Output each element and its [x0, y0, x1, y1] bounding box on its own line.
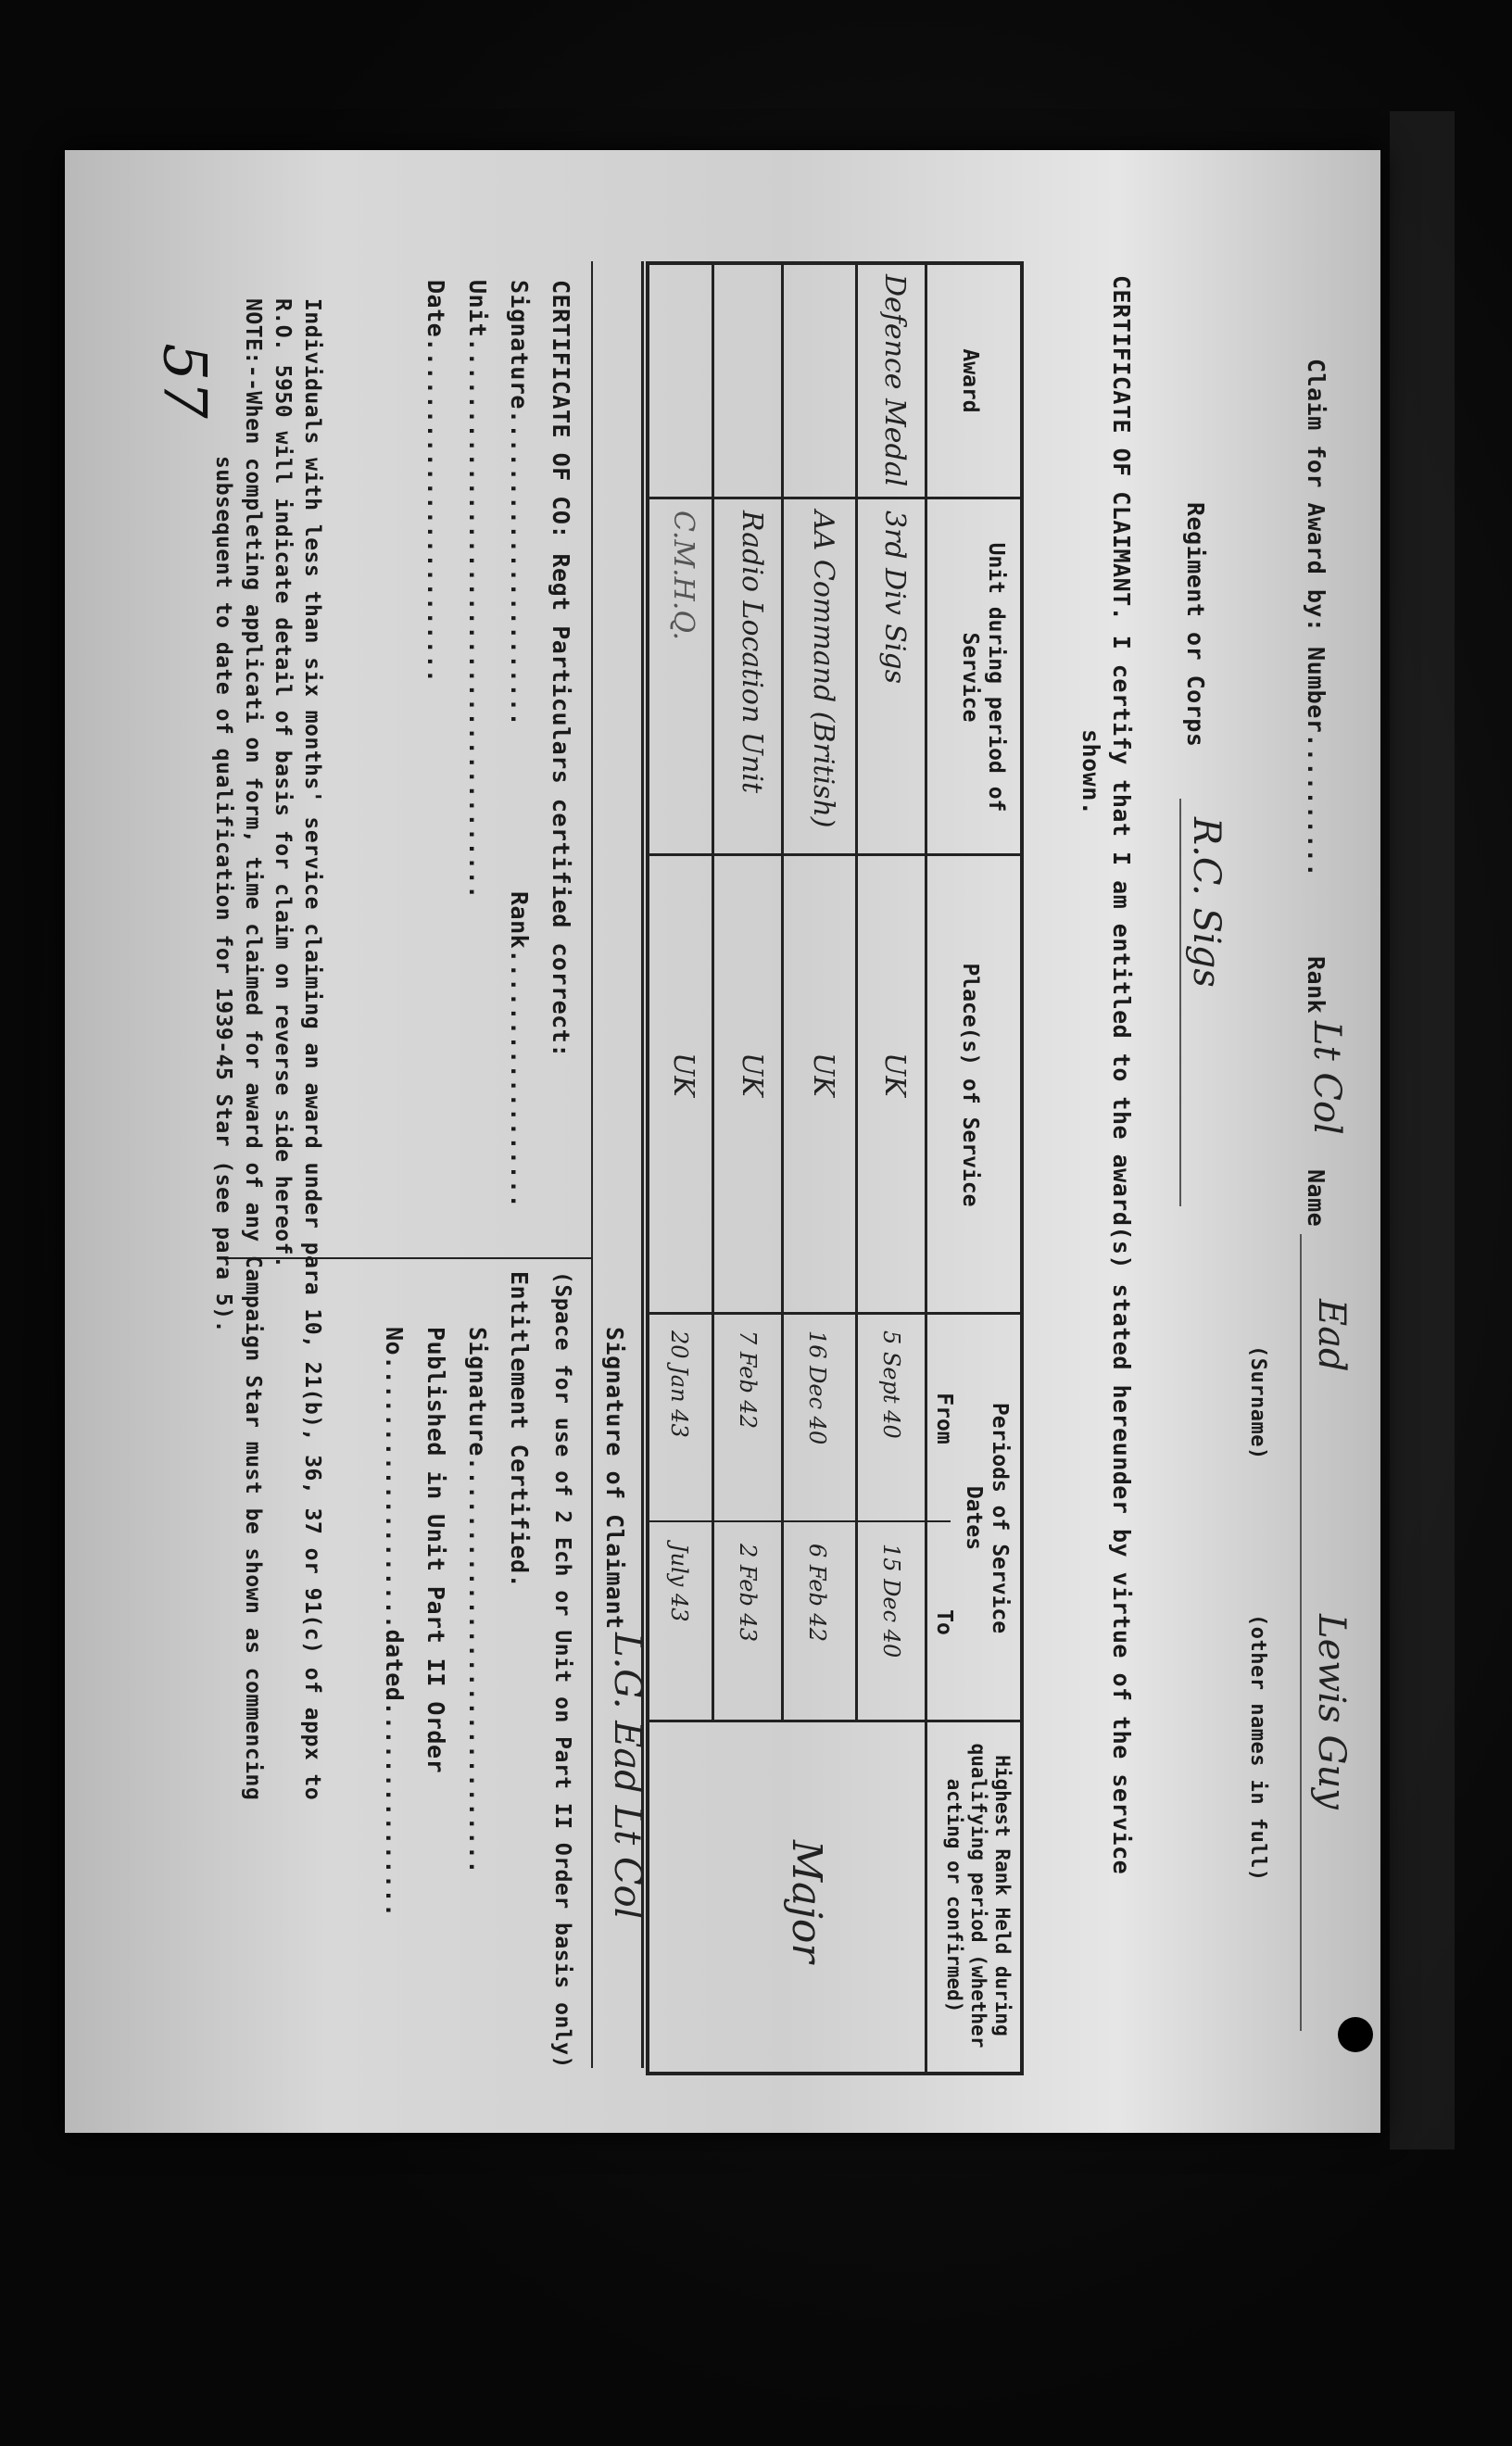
co-certificate-title: CERTIFICATE OF CO: Regt Particulars certified correct: — [548, 280, 574, 1058]
co-unit-label: Unit....................................... — [464, 280, 491, 900]
regiment-dotted-line — [1179, 799, 1181, 1206]
header-places: Place(s) of Service — [958, 963, 982, 1207]
other-names-caption: (other names in full) — [1246, 1614, 1269, 1882]
office-signature: Signature............................. — [464, 1327, 491, 1874]
section-divider — [591, 261, 593, 2068]
row4-to: July 43 — [666, 1544, 692, 1622]
punch-hole — [1338, 2017, 1373, 2052]
co-date-label: Date........................ — [422, 280, 449, 684]
note-line-3: NOTE:--When completing applicati on form, time claimed for award of any Campaign Star must be shown as commencing — [241, 298, 265, 1801]
row1-place: UK — [878, 1053, 911, 1097]
regiment-value: R.C. Sigs — [1185, 817, 1228, 988]
office-space-note: (Space for use of 2 Ech or Unit on Part II Order basis only) — [550, 1271, 574, 2069]
claim-label: Claim for Award by: Number.......... — [1303, 359, 1329, 877]
row4-from: 20 Jan 43 — [666, 1330, 692, 1438]
other-names-value: Lewis Guy — [1310, 1614, 1353, 1809]
row2-place: UK — [807, 1053, 839, 1097]
published-order: Published in Unit Part II Order — [422, 1327, 449, 1774]
header-award: Award — [958, 348, 982, 413]
claimant-signature-label: Signature of Claimant — [601, 1327, 628, 1630]
row3-unit: Radio Location Unit — [736, 511, 768, 794]
entitlement-certified: Entitlement Certified. — [506, 1271, 533, 1589]
col-divider — [649, 1312, 1020, 1315]
header-from: From — [932, 1393, 956, 1444]
col-divider — [649, 1720, 1020, 1722]
row-divider — [855, 265, 858, 1720]
surname-caption: (Surname) — [1246, 1345, 1269, 1460]
col-divider — [649, 853, 1020, 856]
header-periods: Periods of Service — [988, 1402, 1012, 1634]
col-divider — [649, 497, 1020, 499]
card-content — [65, 150, 1380, 2133]
row1-unit: 3rd Div Sigs — [878, 511, 911, 685]
service-table — [646, 261, 1024, 2075]
claimant-signature: L.G. Ead Lt Col — [606, 1633, 649, 1920]
film-edge — [1390, 111, 1455, 2150]
row4-unit: C.M.H.Q. — [667, 511, 699, 641]
row2-from: 16 Dec 40 — [804, 1330, 830, 1445]
claimant-certificate-text-2: shown. — [1077, 729, 1104, 816]
header-rank: Highest Rank Held during qualifying period (whether acting or confirmed) — [943, 1743, 1014, 2049]
row2-unit: AA Command (British) — [807, 511, 839, 828]
claimant-certificate-text: CERTIFICATE OF CLAIMANT. I certify that I am entitled to the award(s) stated hereunder by virtue of the service — [1108, 275, 1135, 1875]
row1-from: 5 Sept 40 — [878, 1330, 904, 1439]
note-line-2: R.O. 5950 will indicate detail of basis for claim on reverse side hereof. — [271, 298, 295, 1269]
note-line-1: Individuals with less than six months' service claiming an award under para 10, 21(b), 36, 37 or 91(c) of appx to — [300, 298, 324, 1801]
col-divider — [649, 1520, 951, 1522]
surname-value: Ead — [1310, 1299, 1353, 1372]
row2-to: 6 Feb 42 — [804, 1544, 830, 1642]
medal-claim-card — [65, 150, 1380, 2133]
row3-from: 7 Feb 42 — [735, 1330, 761, 1429]
note-line-4: subsequent to date of qualification for 1939-45 Star (see para 5). — [211, 456, 235, 1333]
name-label: Name — [1303, 1169, 1329, 1228]
co-rank-label: Rank.................. — [506, 891, 533, 1209]
rank-label: Rank — [1303, 956, 1329, 1015]
row-divider — [925, 265, 927, 2072]
name-dotted-line — [1300, 1234, 1302, 2031]
co-signature-label: Signature...................... — [506, 280, 533, 727]
header-to: To — [932, 1609, 956, 1635]
regiment-label: Regiment or Corps — [1182, 502, 1209, 748]
row-divider — [781, 265, 784, 1720]
row-divider — [712, 265, 714, 1720]
row4-place: UK — [667, 1053, 699, 1097]
header-dates: Dates — [962, 1485, 986, 1551]
page-mark: 57 — [149, 343, 219, 419]
order-no-dated: No...................dated............... — [381, 1327, 408, 1918]
row3-to: 2 Feb 43 — [735, 1544, 761, 1642]
row1-to: 15 Dec 40 — [878, 1544, 904, 1658]
row3-place: UK — [736, 1053, 768, 1097]
rank-held-value: Major — [783, 1840, 830, 1963]
header-unit: Unit during period of Service — [958, 542, 1008, 813]
rank-value: Lt Col — [1305, 1021, 1348, 1135]
row1-award: Defence Medal — [878, 274, 911, 487]
